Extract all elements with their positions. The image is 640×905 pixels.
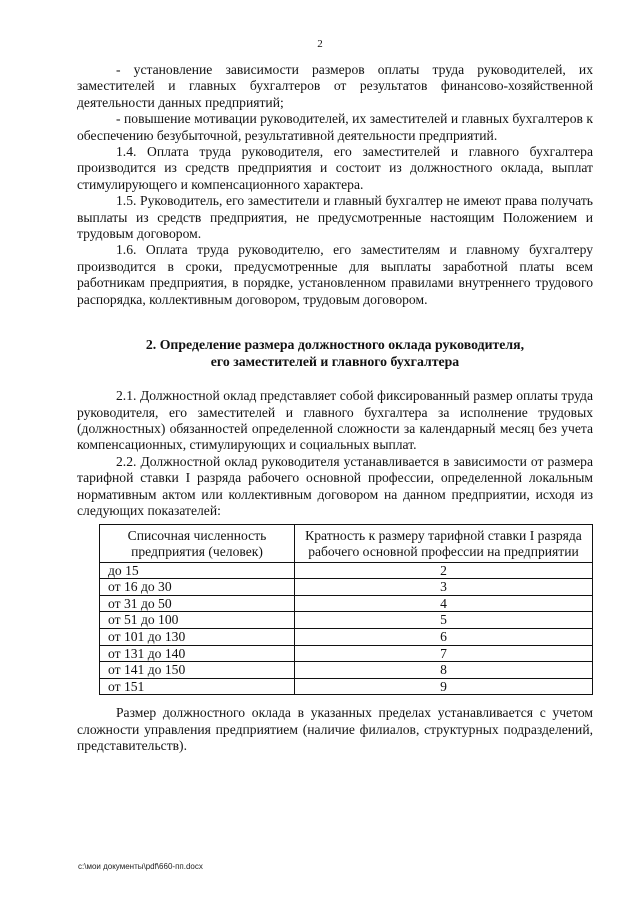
table-header-cell: Списочная численность предприятия (человек) [100,525,295,562]
table-cell: 8 [295,662,593,679]
table-cell: 5 [295,612,593,629]
section-title-line1: 2. Определение размера должностного оклада руководителя, [145,337,525,353]
paragraph: 1.6. Оплата труда руководителю, его заместителям и главному бухгалтеру производится в сроки, предусмотренные для выплаты заработной платы всем работникам предприятия, в порядке, установленном правилами внутреннего трудового распорядка, коллективным договором, трудовым договором. [77,242,593,307]
paragraph: 2.2. Должностной оклад руководителя устанавливается в зависимости от размера тарифной ставки I разряда рабочего основной профессии, определенной локальным нормативным актом или коллективным договором на данном предприятии, исходя из следующих показателей: [77,453,593,518]
paragraph: 1.4. Оплата труда руководителя, его заместителей и главного бухгалтера производится из средств предприятия и состоит из должностного оклада, выплат стимулирующего и компенсационного характера. [77,144,593,192]
footer-file-path: c:\мои документы\pdf\660-пп.docx [78,862,203,871]
page-number: 2 [317,38,323,50]
table-cell: до 15 [100,562,295,579]
table-cell: от 16 до 30 [100,579,295,596]
table-header-row [100,525,593,562]
table-cell: 4 [295,595,593,612]
paragraph: - повышение мотивации руководителей, их заместителей и главных бухгалтеров к обеспечению безубыточной, результативной деятельности предприятий. [77,111,593,143]
paragraph: - установление зависимости размеров оплаты труда руководителей, их заместителей и главных бухгалтеров от результатов финансово-хозяйственной деятельности данных предприятий; [77,62,593,110]
table-cell: от 31 до 50 [100,595,295,612]
table-cell: от 101 до 130 [100,628,295,645]
table-cell: 6 [295,628,593,645]
table-cell: 2 [295,562,593,579]
paragraph: 1.5. Руководитель, его заместители и главный бухгалтер не имеют права получать выплаты из средств предприятия, не предусмотренные настоящим Положением и трудовым договором. [77,193,593,242]
section-title-line2: его заместителей и главного бухгалтера [210,354,460,370]
table-row [100,595,593,612]
table-cell: от 51 до 100 [100,612,295,629]
table-row [100,562,593,579]
table-row [100,645,593,662]
table-row [100,628,593,645]
document-body [77,62,593,755]
table-header-cell: Кратность к размеру тарифной ставки I разряда рабочего основной профессии на предприятии [295,525,593,562]
table-cell: от 141 до 150 [100,662,295,679]
table-row [100,612,593,629]
table-cell: 3 [295,579,593,596]
table-cell: от 151 [100,678,295,695]
table-cell: 9 [295,678,593,695]
table-row [100,678,593,695]
salary-table [99,524,593,695]
table-cell: 7 [295,645,593,662]
section-heading [77,336,593,370]
table-row [100,662,593,679]
paragraph: Размер должностного оклада в указанных пределах устанавливается с учетом сложности управления предприятием (наличие филиалов, структурных подразделений, представительств). [77,705,593,754]
table-row [100,579,593,596]
table-cell: от 131 до 140 [100,645,295,662]
paragraph: 2.1. Должностной оклад представляет собой фиксированный размер оплаты труда руководителя, его заместителей и главного бухгалтера за исполнение трудовых (должностных) обязанностей определенной сложности за календарный месяц без учета компенсационных, стимулирующих и социальных выплат. [77,388,593,453]
